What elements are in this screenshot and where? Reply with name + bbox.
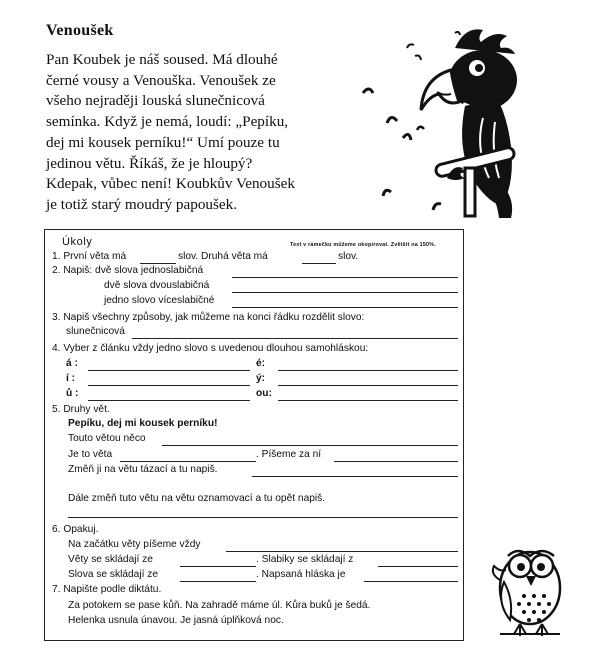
parrot-illustration: [355, 18, 555, 218]
story-line: dej mi kousek perníku!“ Umí pouze tu: [46, 133, 280, 151]
task-3-text-b: slunečnicová: [66, 326, 125, 337]
vowel-label: é:: [256, 358, 266, 369]
story-line: semínka. Když je nemá, loudí: „Pepíku,: [46, 113, 289, 131]
answer-line[interactable]: [232, 277, 458, 278]
owl-illustration: [486, 530, 574, 640]
task-5-text-d: Je to věta: [68, 449, 113, 460]
answer-line[interactable]: [120, 461, 256, 462]
story-line: všeho nejraději louská slunečnicová: [46, 92, 265, 110]
vowel-label: ý:: [256, 373, 266, 384]
vowel-label: ů :: [66, 388, 79, 399]
story-line: je totiž starý moudrý papoušek.: [46, 195, 238, 213]
story-title: Venoušek: [46, 22, 114, 39]
task-4-text-a: 4. Vyber z článku vždy jedno slovo s uvedenou dlouhou samohláskou:: [52, 343, 369, 354]
answer-line[interactable]: [252, 476, 458, 477]
story-line: Pan Koubek je náš soused. Má dlouhé: [46, 51, 278, 68]
task-5-text-g: Dále změň tuto větu na větu oznamovací a tu opět napiš.: [68, 493, 326, 504]
task-6-text-a: 6. Opakuj.: [52, 524, 99, 535]
task-5-text-a: 5. Druhy vět.: [52, 404, 110, 415]
answer-line[interactable]: [180, 566, 256, 567]
task-3-text-a: 3. Napiš všechny způsoby, jak můžeme na konci řádku rozdělit slovo:: [52, 312, 365, 323]
dictation-line: Za potokem se pase kůň. Na zahradě máme úl. Kůra buků je šedá.: [68, 600, 371, 611]
task-5-text-c: Touto větou něco: [68, 433, 146, 444]
story-line: Kdepak, vůbec není! Koubkův Venoušek: [46, 175, 295, 193]
answer-line[interactable]: [88, 385, 250, 386]
story-line: černé vousy a Venouška. Venoušek ze: [46, 71, 276, 89]
answer-line[interactable]: [132, 338, 458, 339]
task-1-text-b: slov. Druhá věta má: [178, 251, 268, 262]
task-6-text-b: Na začátku věty píšeme vždy: [68, 539, 201, 550]
answer-line[interactable]: [88, 370, 250, 371]
task-1-text-c: slov.: [338, 251, 359, 262]
answer-line[interactable]: [140, 263, 176, 264]
answer-line[interactable]: [232, 292, 458, 293]
answer-line[interactable]: [278, 370, 458, 371]
answer-line[interactable]: [302, 263, 336, 264]
task-6-text-c: Věty se skládají ze: [68, 554, 153, 565]
answer-line[interactable]: [278, 385, 458, 386]
story-text: [46, 50, 376, 216]
answer-line[interactable]: [334, 461, 458, 462]
answer-line[interactable]: [278, 400, 458, 401]
task-6-text-f: . Napsaná hláska je: [256, 569, 346, 580]
copy-note: Text v rámečku můžeme okopírovat. Zvětšit na 150%.: [290, 242, 436, 248]
vowel-label: á :: [66, 358, 78, 369]
tasks-heading: Úkoly: [62, 236, 93, 248]
task-2-text-c: jedno slovo víceslabičné: [104, 295, 215, 306]
task-5-sentence: Pepíku, dej mi kousek perníku!: [68, 418, 218, 429]
answer-line[interactable]: [226, 551, 458, 552]
answer-line[interactable]: [88, 400, 250, 401]
task-2-text-b: dvě slova dvouslabičná: [104, 280, 210, 291]
answer-line[interactable]: [180, 581, 256, 582]
task-6-text-d: . Slabiky se skládají z: [256, 554, 354, 565]
task-7-text-a: 7. Napište podle diktátu.: [52, 584, 162, 595]
task-1-text-a: 1. První věta má: [52, 251, 127, 262]
dictation-line: Helenka usnula únavou. Je jasná úplňková noc.: [68, 615, 284, 626]
answer-line[interactable]: [364, 581, 458, 582]
task-6-text-e: Slova se skládají ze: [68, 569, 159, 580]
answer-line[interactable]: [162, 445, 458, 446]
answer-line[interactable]: [232, 307, 458, 308]
task-5-text-e: . Píšeme za ní: [256, 449, 322, 460]
task-2-text-a: 2. Napiš: dvě slova jednoslabičná: [52, 265, 204, 276]
vowel-label: í :: [66, 373, 76, 384]
answer-line[interactable]: [68, 517, 458, 518]
story-line: jedinou větu. Říkáš, že je hloupý?: [46, 154, 253, 172]
answer-line[interactable]: [378, 566, 458, 567]
vowel-label: ou:: [256, 388, 272, 399]
task-5-text-f: Změň ji na větu tázací a tu napiš.: [68, 464, 218, 475]
